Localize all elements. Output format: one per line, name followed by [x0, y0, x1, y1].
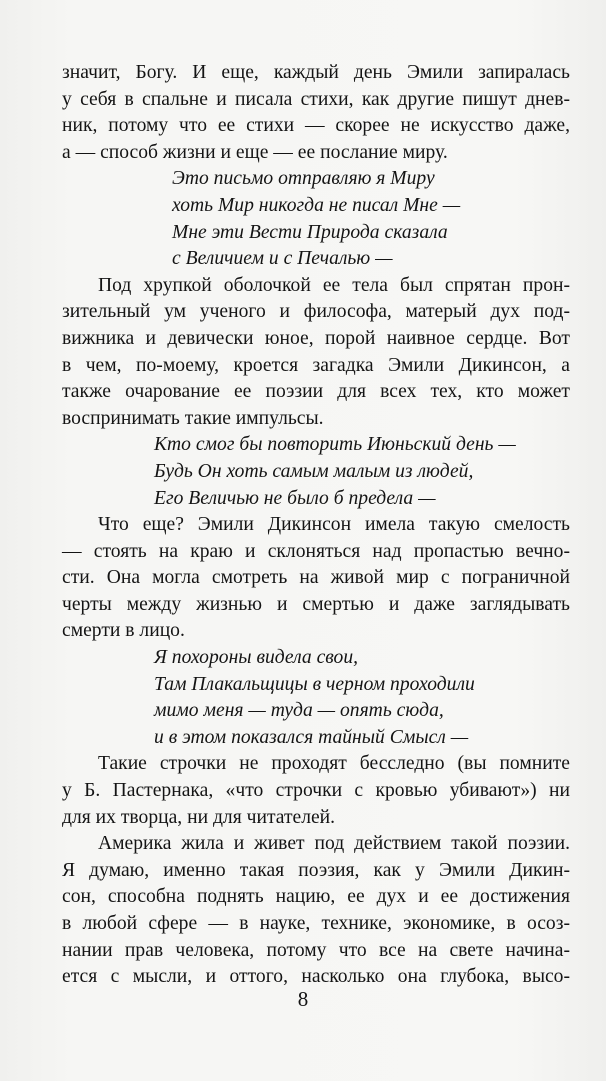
- text-line: — стоять на краю и склоняться над пропастью вечно-: [62, 540, 570, 562]
- verse-line: Кто смог бы повторить Июньский день —: [154, 434, 516, 456]
- text-line: сон, способна поднять нацию, ее дух и ее достижения: [62, 886, 570, 908]
- page-number: 8: [297, 987, 309, 1011]
- verse-line: хоть Мир никогда не писал Мне —: [172, 194, 461, 216]
- text-line: у себя в спальне и писала стихи, как другие пишут днев-: [62, 88, 570, 110]
- text-line: а — способ жизни и еще — ее послание миру.: [62, 141, 448, 163]
- text-line: ется с мысли, и оттого, насколько она глубока, высо-: [62, 966, 570, 988]
- verse-line: Мне эти Вести Природа сказала: [172, 221, 448, 243]
- verse-line: Его Величью не было б предела —: [154, 487, 436, 509]
- text-line: нании прав человека, потому что все на свете начина-: [62, 939, 570, 961]
- text-line: Такие строчки не проходят бесследно (вы помните: [98, 753, 570, 775]
- text-line: вижника и девически юное, порой наивное сердце. Вот: [62, 327, 570, 349]
- text-line: черты между жизнью и смертью и даже заглядывать: [62, 593, 570, 615]
- text-line: Америка жила и живет под действием такой поэзии.: [98, 833, 570, 855]
- text-line: воспринимать такие импульсы.: [62, 407, 324, 429]
- verse-line: и в этом показался тайный Смысл —: [154, 726, 469, 748]
- text-line: ник, потому что ее стихи — скорее не искусство даже,: [62, 115, 570, 137]
- verse-line: с Величием и с Печалью —: [172, 248, 393, 270]
- text-line: Что еще? Эмили Дикинсон имела такую смелость: [98, 514, 570, 536]
- text-line: для их творца, ни для читателей.: [62, 806, 336, 828]
- text-line: зительный ум ученого и философа, матерый дух под-: [62, 301, 570, 323]
- text-line: смерти в лицо.: [62, 620, 185, 642]
- verse-line: Это письмо отправляю я Миру: [172, 168, 435, 190]
- text-line: в чем, по-моему, кроется загадка Эмили Дикинсон, а: [62, 354, 570, 376]
- text-line: сти. Она могла смотреть на живой мир с пограничной: [62, 567, 570, 589]
- text-line: в любой сфере — в науке, технике, экономике, в осоз-: [62, 913, 570, 934]
- verse-line: мимо меня — туда — опять сюда,: [154, 700, 444, 722]
- text-line: у Б. Пастернака, «что строчки с кровью убивают») ни: [62, 780, 570, 802]
- text-line: Под хрупкой оболочкой ее тела был спрятан прон-: [98, 274, 570, 296]
- body-text: [62, 60, 570, 991]
- verse-line: Там Плакальщицы в черном проходили: [154, 673, 475, 695]
- verse-line: Будь Он хоть самым малым из людей,: [154, 460, 474, 482]
- text-line: также очарование ее поэзии для всех тех, кто может: [62, 381, 570, 403]
- verse-line: Я похороны видела свои,: [154, 647, 359, 669]
- text-line: значит, Богу. И еще, каждый день Эмили запиралась: [62, 62, 570, 83]
- text-line: Я думаю, именно такая поэзия, как у Эмили Дикин-: [62, 859, 570, 881]
